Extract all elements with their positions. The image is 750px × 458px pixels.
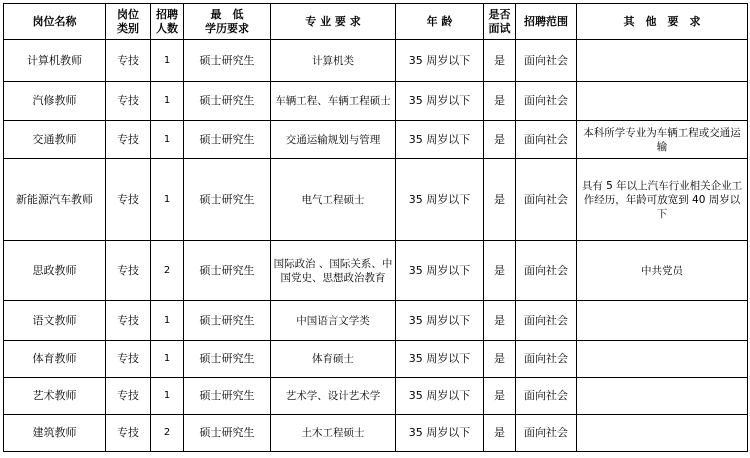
cell-other [577, 301, 748, 341]
cell-position: 交通教师 [4, 121, 106, 159]
cell-count: 2 [151, 241, 184, 301]
cell-count: 1 [151, 159, 184, 241]
cell-category: 专技 [106, 301, 151, 341]
recruitment-table [3, 3, 748, 452]
cell-education: 硕士研究生 [184, 82, 271, 121]
table-row [4, 341, 748, 378]
cell-scope: 面向社会 [516, 415, 577, 452]
cell-education: 硕士研究生 [184, 121, 271, 159]
table-row [4, 159, 748, 241]
cell-age: 35 周岁以下 [396, 241, 484, 301]
header-scope: 招聘范围 [516, 4, 577, 40]
cell-position: 思政教师 [4, 241, 106, 301]
cell-interview: 是 [484, 40, 516, 82]
cell-interview: 是 [484, 121, 516, 159]
cell-major: 计算机类 [271, 40, 396, 82]
cell-other [577, 415, 748, 452]
cell-education: 硕士研究生 [184, 301, 271, 341]
cell-interview: 是 [484, 341, 516, 378]
cell-interview: 是 [484, 378, 516, 415]
cell-category: 专技 [106, 415, 151, 452]
cell-category: 专技 [106, 241, 151, 301]
cell-other: 具有 5 年以上汽车行业相关企业工作经历，年龄可放宽到 40 周岁以下 [577, 159, 748, 241]
cell-age: 35 周岁以下 [396, 159, 484, 241]
cell-scope: 面向社会 [516, 121, 577, 159]
cell-category: 专技 [106, 40, 151, 82]
cell-other: 本科所学专业为车辆工程或交通运输 [577, 121, 748, 159]
header-position: 岗位名称 [4, 4, 106, 40]
cell-position: 建筑教师 [4, 415, 106, 452]
cell-major: 电气工程硕士 [271, 159, 396, 241]
cell-education: 硕士研究生 [184, 341, 271, 378]
cell-count: 1 [151, 82, 184, 121]
cell-age: 35 周岁以下 [396, 378, 484, 415]
cell-age: 35 周岁以下 [396, 415, 484, 452]
cell-count: 1 [151, 341, 184, 378]
cell-position: 汽修教师 [4, 82, 106, 121]
table-row [4, 415, 748, 452]
cell-category: 专技 [106, 378, 151, 415]
cell-age: 35 周岁以下 [396, 40, 484, 82]
header-major: 专 业 要 求 [271, 4, 396, 40]
cell-education: 硕士研究生 [184, 415, 271, 452]
cell-position: 艺术教师 [4, 378, 106, 415]
table-row [4, 378, 748, 415]
cell-major: 车辆工程、车辆工程硕士 [271, 82, 396, 121]
cell-category: 专技 [106, 121, 151, 159]
cell-education: 硕士研究生 [184, 241, 271, 301]
cell-interview: 是 [484, 241, 516, 301]
header-other: 其 他 要 求 [577, 4, 748, 40]
cell-count: 1 [151, 378, 184, 415]
cell-age: 35 周岁以下 [396, 341, 484, 378]
cell-interview: 是 [484, 159, 516, 241]
cell-interview: 是 [484, 301, 516, 341]
cell-count: 1 [151, 121, 184, 159]
cell-position: 语文教师 [4, 301, 106, 341]
cell-other [577, 82, 748, 121]
cell-major: 中国语言文学类 [271, 301, 396, 341]
header-age: 年 龄 [396, 4, 484, 40]
cell-major: 国际政治 、国际关系、中国党史、思想政治教育 [271, 241, 396, 301]
cell-count: 1 [151, 40, 184, 82]
table-row [4, 40, 748, 82]
cell-other: 中共党员 [577, 241, 748, 301]
cell-education: 硕士研究生 [184, 159, 271, 241]
header-education: 最 低 学历要求 [184, 4, 271, 40]
header-category: 岗位 类别 [106, 4, 151, 40]
table-row [4, 241, 748, 301]
cell-age: 35 周岁以下 [396, 301, 484, 341]
table-row [4, 301, 748, 341]
header-row [4, 4, 748, 40]
cell-scope: 面向社会 [516, 40, 577, 82]
cell-major: 体育硕士 [271, 341, 396, 378]
cell-category: 专技 [106, 159, 151, 241]
cell-category: 专技 [106, 341, 151, 378]
cell-count: 1 [151, 301, 184, 341]
cell-scope: 面向社会 [516, 301, 577, 341]
table-row [4, 121, 748, 159]
cell-scope: 面向社会 [516, 241, 577, 301]
cell-scope: 面向社会 [516, 378, 577, 415]
cell-position: 体育教师 [4, 341, 106, 378]
cell-age: 35 周岁以下 [396, 121, 484, 159]
cell-other [577, 341, 748, 378]
table-row [4, 82, 748, 121]
cell-education: 硕士研究生 [184, 40, 271, 82]
cell-major: 交通运输规划与管理 [271, 121, 396, 159]
cell-scope: 面向社会 [516, 341, 577, 378]
cell-scope: 面向社会 [516, 82, 577, 121]
cell-scope: 面向社会 [516, 159, 577, 241]
header-count: 招聘 人数 [151, 4, 184, 40]
cell-other [577, 40, 748, 82]
cell-category: 专技 [106, 82, 151, 121]
cell-other [577, 378, 748, 415]
cell-position: 新能源汽车教师 [4, 159, 106, 241]
cell-age: 35 周岁以下 [396, 82, 484, 121]
cell-major: 艺术学、设计艺术学 [271, 378, 396, 415]
cell-education: 硕士研究生 [184, 378, 271, 415]
cell-count: 2 [151, 415, 184, 452]
cell-interview: 是 [484, 82, 516, 121]
cell-position: 计算机教师 [4, 40, 106, 82]
cell-interview: 是 [484, 415, 516, 452]
header-interview: 是否 面试 [484, 4, 516, 40]
cell-major: 土木工程硕士 [271, 415, 396, 452]
